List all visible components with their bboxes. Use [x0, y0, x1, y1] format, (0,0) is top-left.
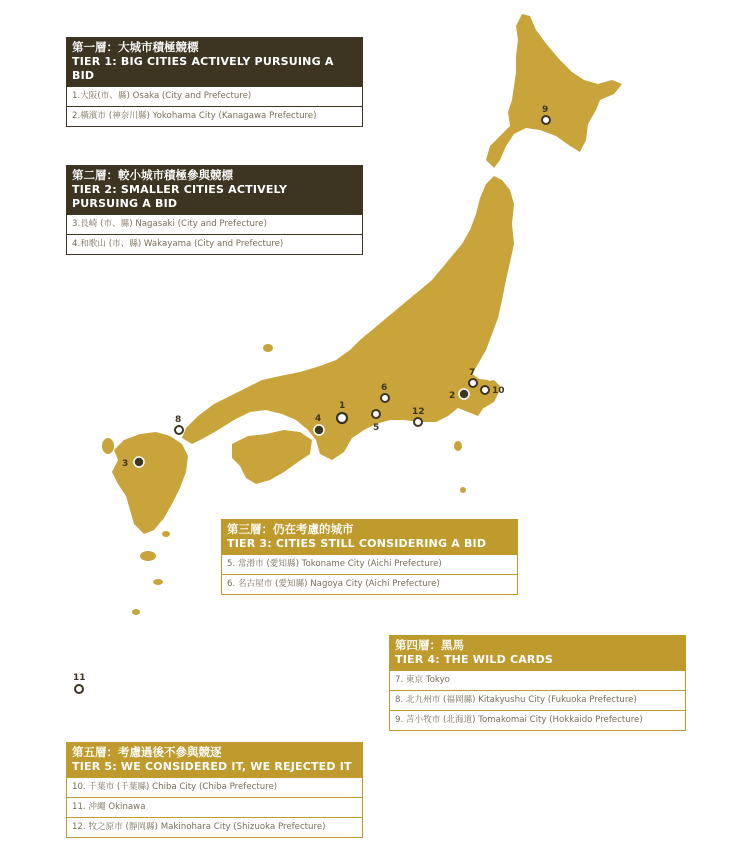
- tier-item: 10. 千葉市 (千葉縣) Chiba City (Chiba Prefecture): [66, 778, 363, 798]
- island: [162, 531, 170, 537]
- marker-10[interactable]: [481, 386, 505, 396]
- tier-title-zh: 第一層：大城市積極競標: [72, 40, 199, 54]
- tier-item: 1.大阪(市、縣) Osaka (City and Prefecture): [66, 87, 363, 107]
- island: [140, 551, 156, 561]
- marker-label: 10: [492, 386, 505, 396]
- tier-4-panel: [389, 635, 686, 731]
- marker-label: 2: [449, 391, 456, 401]
- tier-1-panel: [66, 37, 363, 127]
- tier-item: 2.橫濱市 (神奈川縣) Yokohama City (Kanagawa Prefecture): [66, 107, 363, 127]
- island: [102, 438, 114, 454]
- island: [132, 609, 140, 615]
- tier-header: [66, 165, 363, 215]
- tier-item: 11. 沖繩 Okinawa: [66, 798, 363, 818]
- tier-title-en: TIER 3: CITIES STILL CONSIDERING A BID: [227, 537, 487, 550]
- kyushu: [112, 432, 188, 534]
- tier-2-panel: [66, 165, 363, 255]
- marker-label: 4: [315, 414, 322, 424]
- tier-item: 9. 苫小牧市 (北海道) Tomakomai City (Hokkaido Prefecture): [389, 711, 686, 731]
- tier-title-en: TIER 1: BIG CITIES ACTIVELY PURSUING A BID: [72, 55, 334, 82]
- marker-label: 5: [373, 423, 380, 433]
- tier-5-panel: [66, 742, 363, 838]
- marker-label: 8: [175, 415, 182, 425]
- marker-12[interactable]: [412, 407, 425, 426]
- marker-label: 11: [73, 673, 86, 683]
- tier-title-zh: 第二層：較小城市積極參與競標: [72, 168, 233, 182]
- tier-title-zh: 第三層：仍在考慮的城市: [227, 522, 354, 536]
- tier-header: [66, 37, 363, 87]
- island: [131, 492, 141, 500]
- tier-item: 8. 北九州市 (福岡縣) Kitakyushu City (Fukuoka Prefecture): [389, 691, 686, 711]
- tier-title-zh: 第四層：黑馬: [395, 638, 464, 652]
- marker-label: 3: [122, 459, 129, 469]
- tier-item: 4.和歌山 (市、縣) Wakayama (City and Prefecture): [66, 235, 363, 255]
- marker-label: 12: [412, 407, 425, 417]
- marker-label: 1: [339, 401, 346, 411]
- tier-item: 7. 東京 Tokyo: [389, 671, 686, 691]
- tier-header: [66, 742, 363, 778]
- tier-title-en: TIER 2: SMALLER CITIES ACTIVELY PURSUING A BID: [72, 183, 288, 210]
- marker-label: 7: [469, 368, 476, 378]
- tier-item: 3.長崎 (市、縣) Nagasaki (City and Prefecture): [66, 215, 363, 235]
- tier-header: [389, 635, 686, 671]
- tier-3-panel: [221, 519, 518, 595]
- island: [460, 487, 466, 493]
- tier-title-en: TIER 4: THE WILD CARDS: [395, 653, 554, 666]
- tier-item: 12. 牧之原市 (靜岡縣) Makinohara City (Shizuoka Prefecture): [66, 818, 363, 838]
- tier-title-zh: 第五層：考慮過後不參與競逐: [72, 745, 222, 759]
- shikoku: [232, 430, 312, 484]
- marker-11[interactable]: [73, 673, 86, 693]
- marker-label: 6: [381, 383, 388, 393]
- tier-item: 6. 名古屋市 (愛知縣) Nagoya City (Aichi Prefecture): [221, 575, 518, 595]
- hokkaido: [486, 14, 622, 168]
- tier-header: [221, 519, 518, 555]
- island: [263, 344, 273, 352]
- island: [153, 579, 163, 585]
- tier-title-en: TIER 5: WE CONSIDERED IT, WE REJECTED IT: [72, 760, 352, 773]
- island: [454, 441, 462, 451]
- tier-item: 5. 常滑市 (愛知縣) Tokoname City (Aichi Prefecture): [221, 555, 518, 575]
- marker-8[interactable]: [175, 415, 183, 434]
- marker-label: 9: [542, 105, 549, 115]
